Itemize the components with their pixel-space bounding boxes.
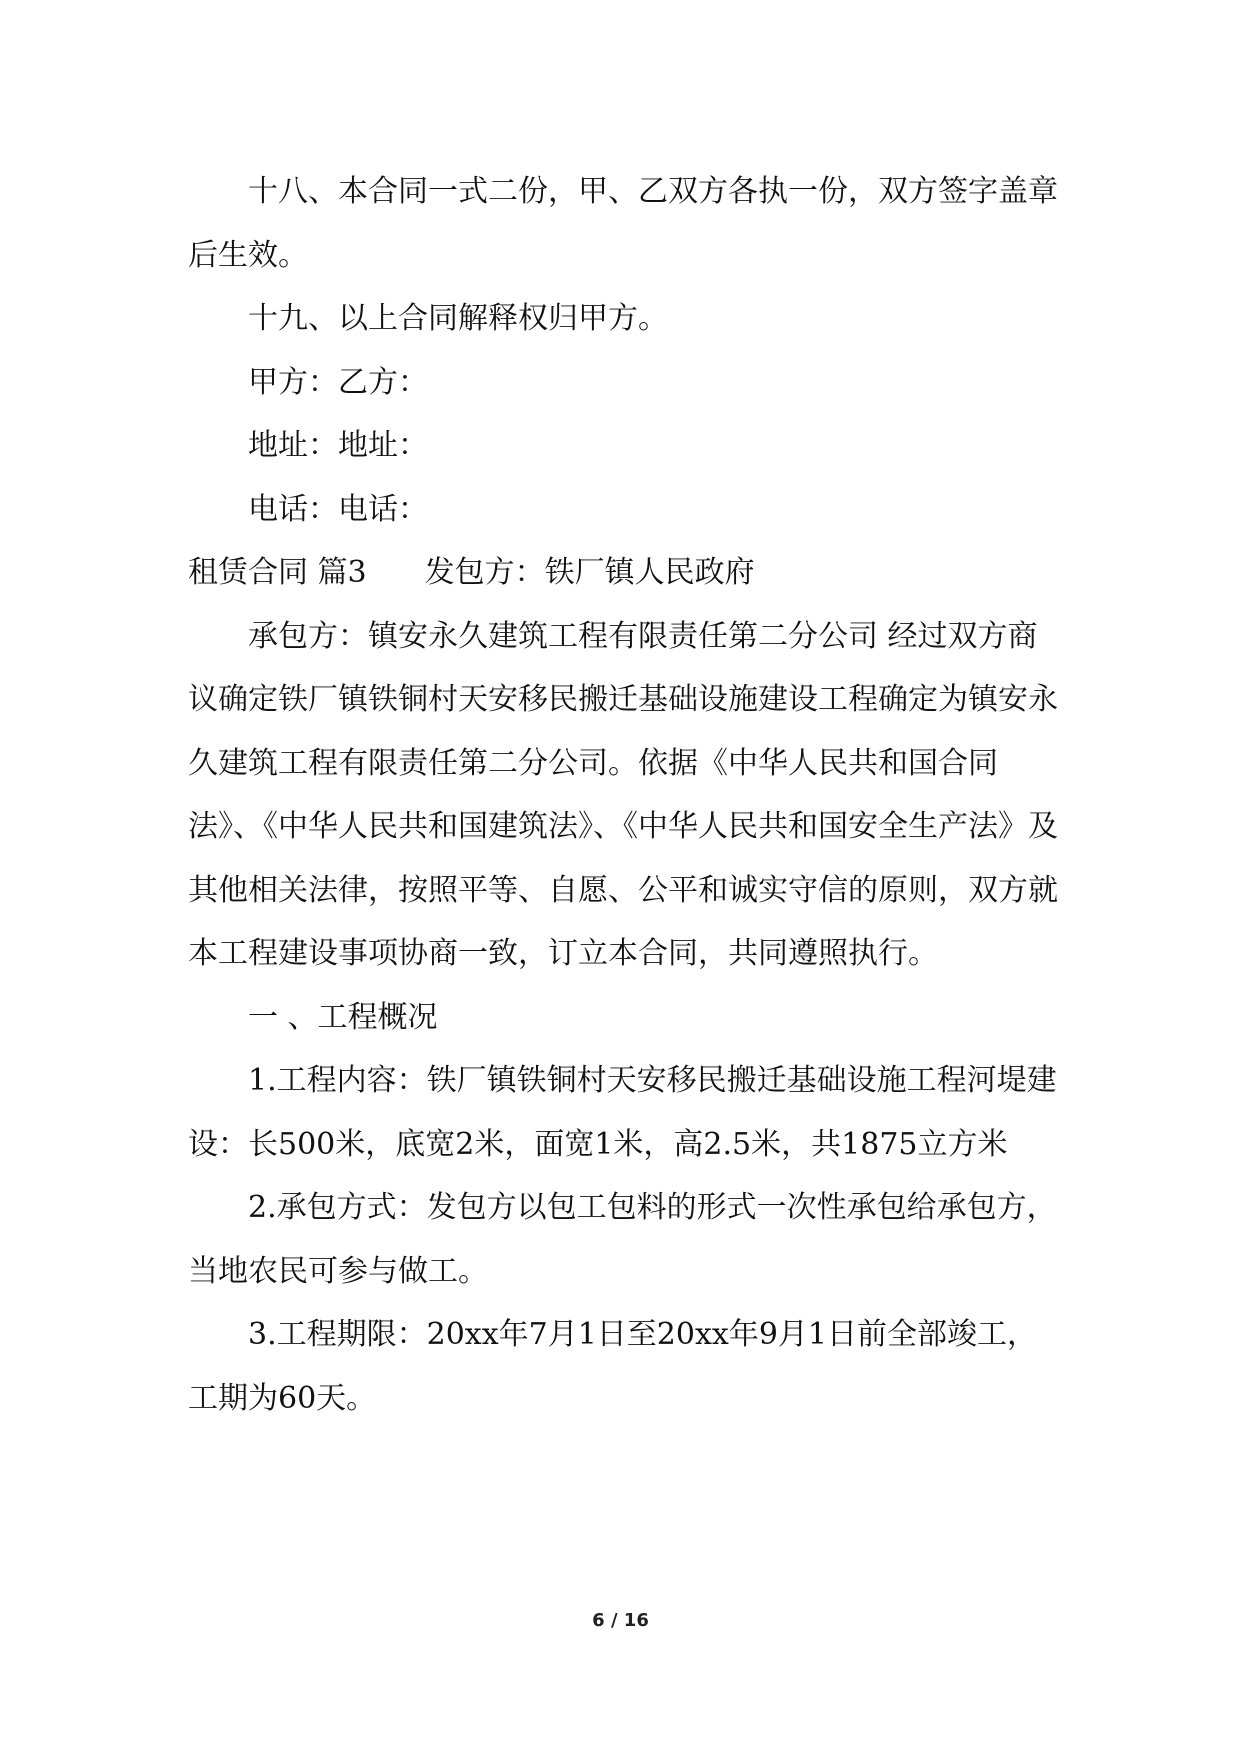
party-line: 甲方：乙方： [248, 364, 428, 400]
employer-line: 发包方：铁厂镇人民政府 [424, 555, 755, 590]
address-line: 地址：地址： [248, 428, 428, 463]
clause-18: 十八、本合同一式二份，甲、乙双方各执一份，双方签字盖章后生效。 [188, 174, 1058, 273]
document-body [188, 160, 1058, 1430]
contractor-paragraph: 承包方：镇安永久建筑工程有限责任第二分公司 经过双方商议确定铁厂镇铁铜村天安移民搬迁基础设施建设工程确定为镇安永久建筑工程有限责任第二分公司。依据《中华人民共和国合同法》、《中华人民共和国建筑法》、《中华人民共和国安全生产法》及其他相关法律，按照平等、自愿、公平和诚实守信的原则，双方就本工程建设事项协商一致，订立本合同，共同遵照执行。 [188, 618, 1058, 971]
section-heading [188, 541, 1058, 605]
contract-method-item: 2.承包方式：发包方以包工包料的形式一次性承包给承包方，当地农民可参与做工。 [188, 1190, 1057, 1289]
section-title: 租赁合同 篇3 [188, 555, 367, 590]
phone-line: 电话：电话： [248, 491, 428, 527]
clause-19: 十九、以上合同解释权归甲方。 [248, 301, 668, 336]
project-content-item: 1.工程内容：铁厂镇铁铜村天安移民搬迁基础设施工程河堤建设：长500米，底宽2米，面宽1米，高2.5米，共1875立方米 [188, 1063, 1057, 1162]
page-number: 6 / 16 [592, 1610, 649, 1631]
project-period-item: 3.工程期限：20xx年7月1日至20xx年9月1日前全部竣工，工期为60天。 [188, 1317, 1037, 1416]
project-overview-heading: 一 、工程概况 [248, 999, 438, 1035]
